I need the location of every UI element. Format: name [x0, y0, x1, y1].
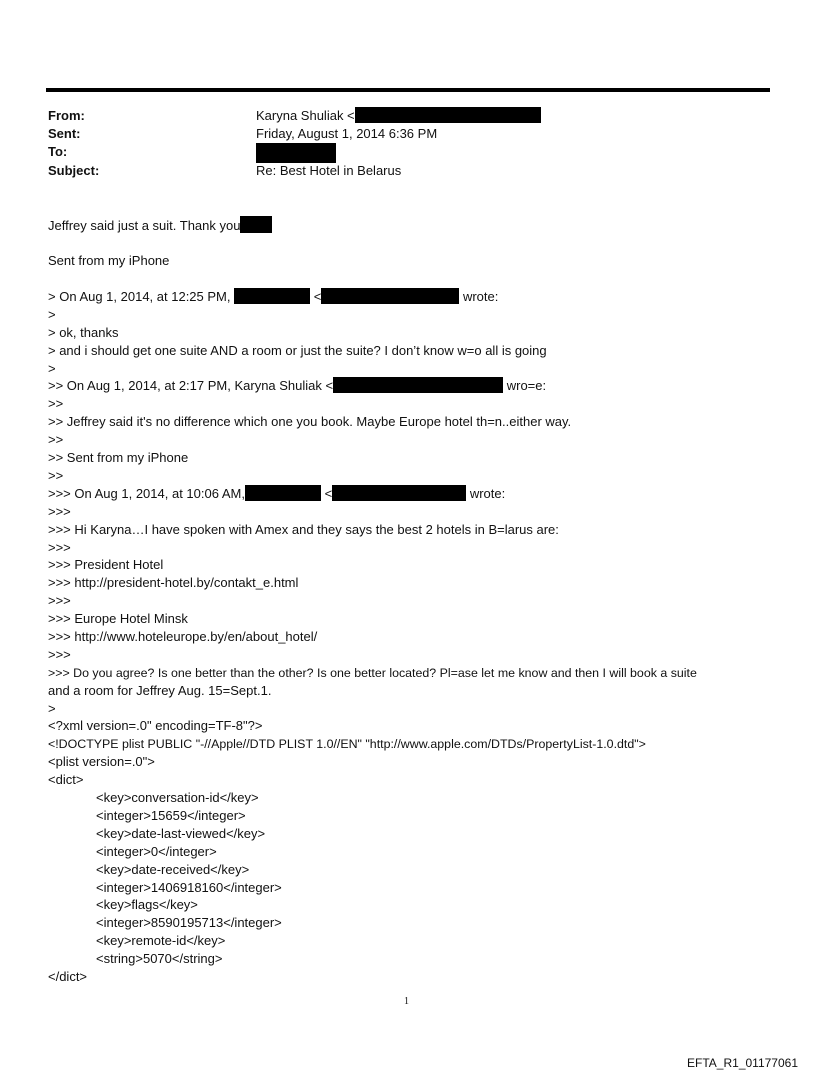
body-line: <!DOCTYPE plist PUBLIC "-//Apple//DTD PLIST 1.0//EN" "http://www.apple.com/DTDs/PropertyList-1.0.dtd">	[48, 737, 646, 751]
sent-label: Sent:	[48, 126, 81, 141]
body-text: <	[313, 289, 322, 304]
body-line: <key>flags</key>	[96, 897, 198, 912]
body-line: <key>conversation-id</key>	[96, 790, 259, 805]
body-line: <integer>0</integer>	[96, 844, 217, 859]
body-line: <?xml version=.0" encoding=TF-8"?>	[48, 718, 263, 733]
body-line: >>>	[48, 504, 71, 519]
body-line: <key>remote-id</key>	[96, 933, 226, 948]
subject-label: Subject:	[48, 163, 100, 178]
body-line: > ok, thanks	[48, 325, 119, 340]
body-line	[48, 485, 505, 503]
body-text: >>> On Aug 1, 2014, at 10:06 AM,	[48, 486, 245, 501]
body-line: >>> Do you agree? Is one better than the other? Is one better located? Pl=ase let me know and then I will book a suite	[48, 666, 697, 680]
redaction-block	[256, 143, 336, 163]
body-line: >	[48, 701, 56, 716]
body-line: >>	[48, 432, 64, 447]
body-text: Jeffrey said just a suit. Thank you	[48, 218, 241, 233]
redaction-block	[332, 485, 466, 501]
body-line: <string>5070</string>	[96, 951, 223, 966]
body-line: >> Sent from my iPhone	[48, 450, 189, 465]
body-text: >> On Aug 1, 2014, at 2:17 PM, Karyna Shuliak <	[48, 378, 334, 393]
redaction-block	[333, 377, 503, 393]
body-line: >> Jeffrey said it's no difference which one you book. Maybe Europe hotel th=n..either way.	[48, 414, 572, 429]
body-line	[48, 288, 498, 306]
body-line: >>	[48, 396, 64, 411]
body-line: <key>date-received</key>	[96, 862, 250, 877]
page-number: 1	[404, 996, 409, 1007]
redaction-block	[245, 485, 321, 501]
body-text: > On Aug 1, 2014, at 12:25 PM,	[48, 289, 231, 304]
body-line: >>> Hi Karyna…I have spoken with Amex and they says the best 2 hotels in B=larus are:	[48, 522, 559, 537]
body-line	[48, 377, 546, 395]
body-line: >	[48, 307, 56, 322]
body-line: >>> Europe Hotel Minsk	[48, 611, 188, 626]
from-name: Karyna Shuliak <	[256, 108, 355, 123]
redaction-block	[355, 107, 541, 123]
body-line: <key>date-last-viewed</key>	[96, 826, 266, 841]
body-line: <integer>1406918160</integer>	[96, 880, 282, 895]
body-text: wro=e:	[506, 378, 547, 393]
body-text: <	[324, 486, 333, 501]
body-line: >>> http://www.hoteleurope.by/en/about_hotel/	[48, 629, 318, 644]
redaction-block	[321, 288, 459, 304]
body-line: </dict>	[48, 969, 88, 984]
body-line: >>	[48, 468, 64, 483]
body-line: >>>	[48, 593, 71, 608]
document-id: EFTA_R1_01177061	[687, 1056, 798, 1070]
body-line: <dict>	[48, 772, 84, 787]
body-line: >>>	[48, 540, 71, 555]
from-value	[256, 107, 541, 125]
body-line: <plist version=.0">	[48, 754, 155, 769]
to-label: To:	[48, 144, 68, 159]
body-line: and a room for Jeffrey Aug. 15=Sept.1.	[48, 683, 272, 698]
body-line: >>> http://president-hotel.by/contakt_e.html	[48, 575, 299, 590]
header-rule	[46, 88, 770, 92]
body-line: > and i should get one suite AND a room or just the suite? I don’t know w=o all is going	[48, 343, 547, 358]
from-label: From:	[48, 108, 85, 123]
body-line: Sent from my iPhone	[48, 253, 170, 268]
body-line: <integer>15659</integer>	[96, 808, 246, 823]
body-line: <integer>8590195713</integer>	[96, 915, 282, 930]
body-text: wrote:	[469, 486, 506, 501]
body-line: >>>	[48, 647, 71, 662]
body-line: >>> President Hotel	[48, 557, 164, 572]
redaction-block	[234, 288, 310, 304]
sent-value: Friday, August 1, 2014 6:36 PM	[256, 126, 438, 141]
body-text: wrote:	[462, 289, 499, 304]
body-line	[48, 216, 272, 235]
body-line: >	[48, 361, 56, 376]
redaction-block	[240, 216, 272, 233]
subject-value: Re: Best Hotel in Belarus	[256, 163, 402, 178]
